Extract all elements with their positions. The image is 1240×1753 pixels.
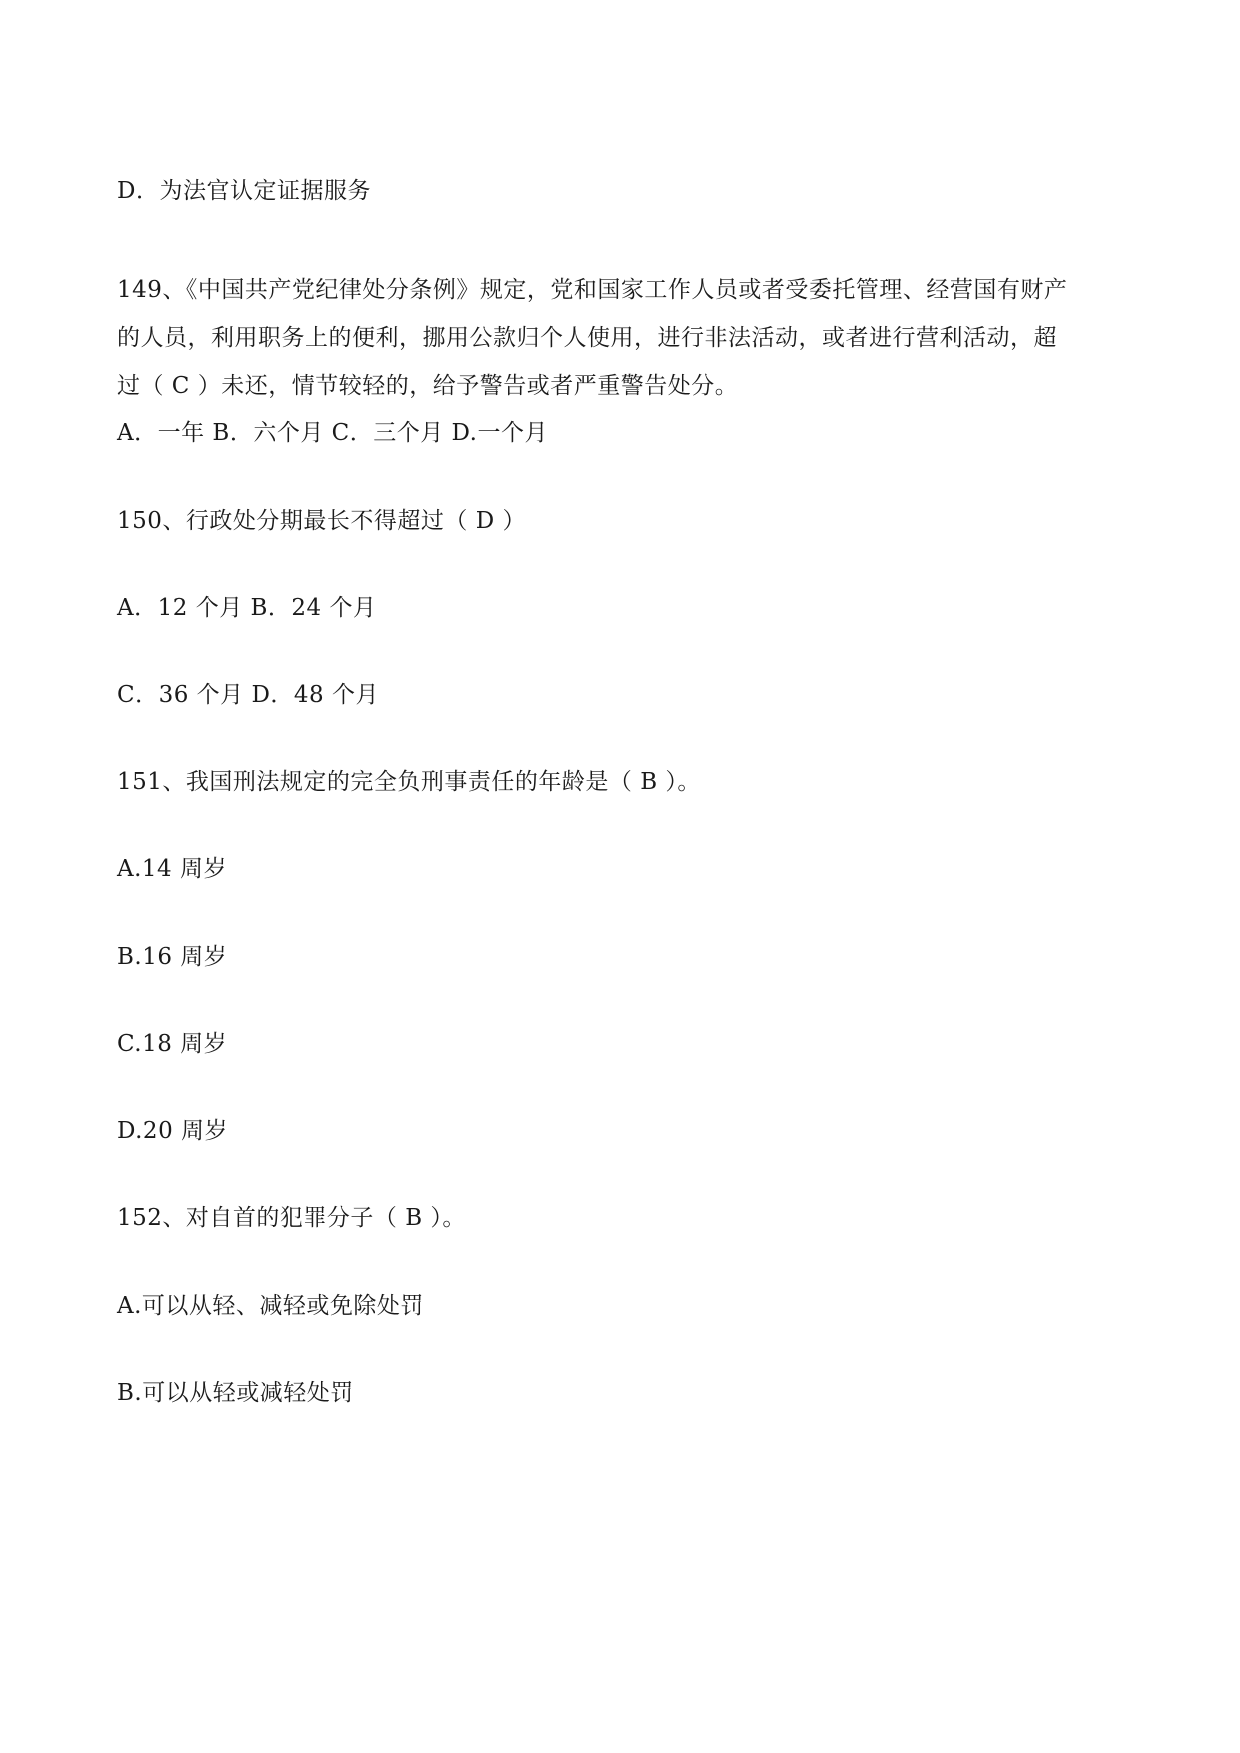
q149-line-2: 的人员，利用职务上的便利，挪用公款归个人使用，进行非法活动，或者进行营利活动，超	[117, 325, 1057, 351]
q150-options-ab: A．12 个月 B．24 个月	[117, 595, 377, 621]
q150-question: 150、行政处分期最长不得超过（ D ）	[117, 508, 526, 534]
q152-option-a: A.可以从轻、减轻或免除处罚	[117, 1293, 424, 1319]
q151-option-c: C.18 周岁	[117, 1031, 228, 1057]
q151-option-b: B.16 周岁	[117, 944, 228, 970]
q149-line-3: 过（ C ）未还，情节较轻的，给予警告或者严重警告处分。	[117, 373, 739, 399]
q151-option-d: D.20 周岁	[117, 1118, 229, 1144]
q152-question: 152、对自首的犯罪分子（ B ）。	[117, 1205, 466, 1231]
q150-options-cd: C．36 个月 D．48 个月	[117, 682, 380, 708]
q149-question	[117, 266, 1127, 410]
q151-question: 151、我国刑法规定的完全负刑事责任的年龄是（ B ）。	[117, 769, 701, 795]
q151-option-a: A.14 周岁	[117, 856, 227, 882]
q149-options: A．一年 B．六个月 C．三个月 D.一个月	[117, 420, 548, 446]
q149-line-1: 149、《中国共产党纪律处分条例》规定，党和国家工作人员或者受委托管理、经营国有财产	[117, 277, 1068, 303]
q152-option-b: B.可以从轻或减轻处罚	[117, 1380, 354, 1406]
q148-option-d: D．为法官认定证据服务	[117, 178, 371, 204]
